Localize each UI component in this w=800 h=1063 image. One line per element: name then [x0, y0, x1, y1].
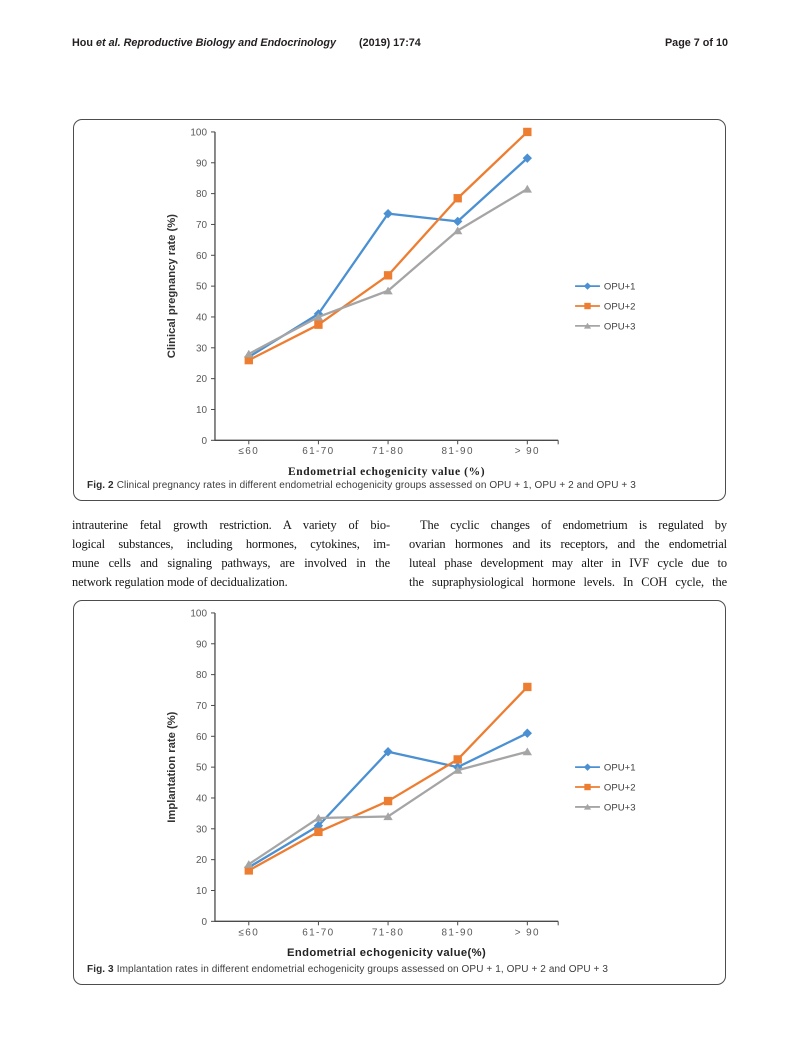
figure-2-caption: [87, 479, 715, 492]
svg-text:30: 30: [195, 343, 208, 355]
svg-text:90: 90: [195, 639, 208, 651]
series-OPU+2: [245, 128, 532, 365]
body-line: mune cells and signaling pathways, are involved in the: [72, 556, 390, 570]
y-axis-title: Clinical pregnancy rate (%): [166, 214, 179, 359]
body-line: luteal phase development may alter in IVF cycle due to: [409, 556, 727, 570]
figure-3-card: [73, 600, 726, 985]
svg-text:71-80: 71-80: [371, 446, 405, 458]
svg-text:0: 0: [201, 435, 208, 447]
body-line: logical substances, including hormones, cytokines, im-: [72, 537, 390, 551]
page-number: Page 7 of 10: [664, 37, 728, 49]
legend: [575, 282, 635, 333]
svg-text:81-90: 81-90: [441, 927, 474, 939]
svg-text:10: 10: [195, 885, 208, 897]
svg-text:100: 100: [190, 127, 208, 139]
axes: [190, 608, 558, 938]
figure-2-label: Fig. 2: [87, 480, 114, 491]
svg-text:20: 20: [195, 374, 208, 386]
svg-text:20: 20: [195, 855, 208, 867]
svg-text:0: 0: [201, 916, 208, 928]
svg-text:70: 70: [195, 219, 208, 231]
x-axis-title: Endometrial echogenicity value(%): [286, 947, 487, 960]
svg-text:61-70: 61-70: [302, 446, 335, 458]
fig2-line-chart: [74, 120, 725, 500]
figure-3-caption-text: Implantation rates in different endometrial echogenicity groups assessed on OPU + 1, OPU + 2 and OPU + 3: [116, 964, 609, 975]
svg-text:70: 70: [195, 700, 208, 712]
right-column: [409, 516, 727, 592]
left-column: [72, 516, 390, 592]
series-OPU+2: [245, 683, 532, 875]
citation: (2019) 17:74: [358, 37, 421, 49]
svg-text:≤60: ≤60: [238, 927, 260, 939]
body-line: network regulation mode of decidualization.: [72, 575, 288, 589]
legend: [575, 763, 635, 814]
body-text-columns: [72, 516, 728, 592]
figure-3-caption: [87, 963, 715, 976]
y-axis-title: Implantation rate (%): [166, 711, 179, 823]
svg-text:OPU+3: OPU+3: [603, 321, 636, 333]
journal-title: et al. Reproductive Biology and Endocrinology: [96, 37, 336, 49]
svg-text:100: 100: [190, 608, 208, 620]
figure-3-label: Fig. 3: [87, 964, 114, 975]
svg-text:80: 80: [195, 189, 208, 201]
svg-text:90: 90: [195, 158, 208, 170]
svg-text:60: 60: [195, 731, 208, 743]
svg-text:40: 40: [195, 793, 208, 805]
svg-text:50: 50: [195, 762, 208, 774]
body-line: the supraphysiological hormone levels. In COH cycle, the: [409, 575, 727, 589]
axes: [190, 127, 558, 457]
fig3-line-chart: [74, 601, 725, 984]
svg-text:OPU+3: OPU+3: [603, 802, 636, 814]
svg-text:71-80: 71-80: [371, 927, 405, 939]
svg-text:> 90: > 90: [514, 446, 540, 458]
svg-text:OPU+2: OPU+2: [603, 301, 636, 313]
svg-text:10: 10: [195, 404, 208, 416]
svg-text:50: 50: [195, 281, 208, 293]
page-header: [72, 37, 728, 53]
svg-text:> 90: > 90: [514, 927, 540, 939]
series-OPU+1: [244, 153, 532, 361]
svg-text:OPU+1: OPU+1: [603, 281, 636, 293]
svg-text:81-90: 81-90: [441, 446, 474, 458]
svg-text:30: 30: [195, 824, 208, 836]
svg-text:80: 80: [195, 670, 208, 682]
figure-2-card: [73, 119, 726, 501]
author-name: Hou: [72, 37, 93, 49]
running-title: [72, 37, 421, 49]
svg-text:60: 60: [195, 250, 208, 262]
body-line: ovarian hormones and its receptors, and the endometrial: [409, 537, 727, 551]
svg-text:OPU+1: OPU+1: [603, 762, 636, 774]
x-axis-title: Endometrial echogenicity value (%): [287, 466, 486, 479]
svg-text:≤60: ≤60: [238, 446, 260, 458]
body-line: The cyclic changes of endometrium is regulated by: [420, 518, 727, 532]
body-line: intrauterine fetal growth restriction. A variety of bio-: [72, 518, 390, 532]
figure-2-caption-text: Clinical pregnancy rates in different endometrial echogenicity groups assessed on OPU + 1, OPU + 2 and OPU + 3: [116, 480, 636, 491]
svg-text:40: 40: [195, 312, 208, 324]
svg-text:61-70: 61-70: [302, 927, 335, 939]
svg-text:OPU+2: OPU+2: [603, 782, 636, 794]
